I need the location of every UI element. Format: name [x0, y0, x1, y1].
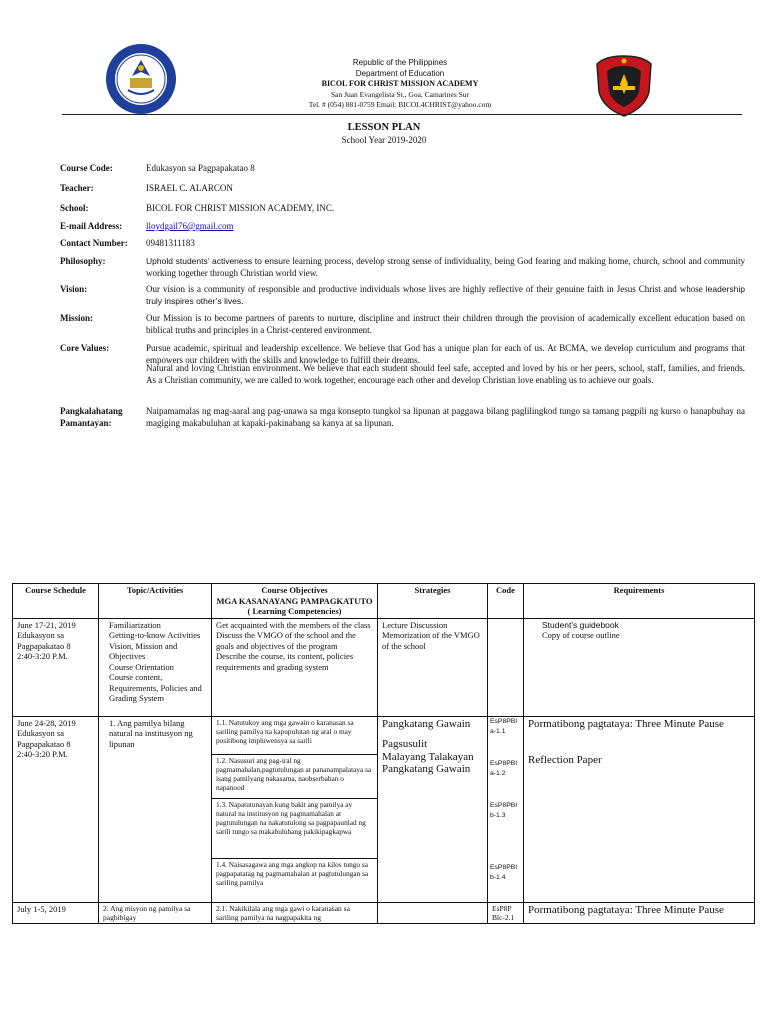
department-line: Department of Education [355, 68, 445, 78]
teacher-value: ISRAEL C. ALARCON [146, 183, 233, 193]
page-title: LESSON PLAN [347, 122, 421, 133]
school-row [60, 203, 745, 221]
table-row [13, 716, 755, 902]
core-values-row [60, 343, 745, 363]
code-cell: EsP8P Blc-2.1 [488, 902, 524, 923]
letterhead [0, 0, 768, 120]
core-values-row-2 [60, 363, 745, 406]
email-link[interactable]: lloydgail76@gmail.com [146, 221, 234, 231]
code-cell: EsP8PBI a-1.1 EsP8PBI a-1.2 EsP8PBI b-1.3 EsP8PBI b-1.4 [488, 716, 524, 902]
core-values-value-2: Natural and loving Christian environment. We believe that each student should feel safe, accepted and loved by his or her peers, school, staff, families, and friends. As a Christian community, we are called to work together, encourage each other and develop Christian love enabling us to achieve our goals. [146, 363, 745, 385]
header-schedule: Course Schedule [13, 584, 99, 619]
course-code-label: Course Code: [60, 163, 113, 173]
topic-cell: Familiarization Getting-to-know Activities Vision, Mission and Objectives Course Orientation Course content, Requirements, Policies and Grading System [99, 618, 212, 716]
philosophy-value [146, 256, 745, 284]
requirements-cell: Pormatibong pagtataya: Three Minute Pause [524, 902, 755, 923]
vision-text-b: leadership truly inspires other’s lives [146, 284, 745, 306]
email-label: E-mail Address: [60, 221, 123, 231]
header-objectives [212, 584, 378, 619]
strategies-cell [378, 902, 488, 923]
school-name-line: BICOL FOR CHRIST MISSION ACADEMY [321, 79, 479, 88]
philosophy-text-b: e learning process, develop strong sense of individuality, being God fearing and making home, church, school and community working together through Christian world view. [146, 256, 745, 278]
philosophy-row [60, 256, 745, 284]
vision-row [60, 284, 745, 313]
contact-row [60, 238, 745, 256]
table-header-row [13, 584, 755, 619]
course-info [60, 163, 745, 429]
topic-cell: 1. Ang pamilya bilang natural na institusyon ng lipunan [99, 716, 212, 902]
school-value: BICOL FOR CHRIST MISSION ACADEMY, INC. [146, 203, 335, 213]
vision-text-a: Our vision is a community of responsible and productive individuals whose lives are highly reflective of their genuine faith in Jesus Christ and whose [146, 284, 706, 294]
letterhead-text [200, 58, 600, 111]
email-row [60, 221, 745, 238]
contact-line: Tel. # (054) 881-0759 Email: BICOL4CHRIST@yahoo.com [308, 100, 492, 109]
vision-text-c: . [241, 295, 244, 306]
header-topic: Topic/Activities [99, 584, 212, 619]
requirements-cell: Student’s guidebook Copy of course outline [524, 618, 755, 716]
table-row [13, 902, 755, 923]
schedule-cell: June 17-21, 2019 Edukasyon sa Pagpapakatao 8 2:40-3:20 P.M. [13, 618, 99, 716]
vision-value [146, 284, 745, 313]
header-objectives-2: MGA KASANAYANG PAMPAGKATUTO ( Learning Competencies) [216, 595, 373, 616]
letterhead-divider [62, 114, 742, 115]
teacher-row [60, 183, 745, 203]
objectives-cell: 1.1. Natutukoy ang mga gawain o karanasan sa sariling pamilya na kapupulutan ng aral o may positibong impluwensya sa sarili 1.2. Nasusuri ang pag-iral ng pagmamahalan,pagtutulungan at pananampalataya sa isang pamilyang nakasama, naobserbahan o napanood 1.3. Napatutunayan kung bakit ang pamilya ay natural na institusyon ng pagmamahalan at pagtutulungan na nakatutulong sa pagpapaunlad ng sarili tungo sa makabuluhang pakikipagkapwa 1.4. Naisasagawa ang mga angkop na kilos tungo sa pagpapatatag ng pagmamahalan at pagtutulungan sa sariling pamilya [212, 716, 378, 902]
core-values-label: Core Values: [60, 343, 110, 353]
strategies-cell: Pangkatang Gawain Pagsusulit Malayang Talakayan Pangkatang Gawain [378, 716, 488, 902]
objectives-cell: Get acquainted with the members of the class Discuss the VMGO of the school and the goals and objectives of the program Describe the course, its content, policies requirements and grading system [212, 618, 378, 716]
table-row [13, 618, 755, 716]
teacher-label: Teacher: [60, 183, 94, 193]
header-strategies: Strategies [378, 584, 488, 619]
topic-cell: 2. Ang misyon ng pamilya sa pagbibigay [99, 902, 212, 923]
pangkalahatang-label: Pangkalahatang Pamantayan: [60, 406, 123, 428]
schedule-cell: July 1-5, 2019 [13, 902, 99, 923]
bcma-shield-logo-icon [595, 54, 653, 118]
mission-label: Mission: [60, 313, 94, 323]
strategies-cell: Lecture Discussion Memorization of the VMGO of the school [378, 618, 488, 716]
schedule-cell: June 24-28, 2019 Edukasyon sa Pagpapakatao 8 2:40-3:20 P.M. [13, 716, 99, 902]
lesson-table [12, 583, 755, 924]
philosophy-text-a: Uphold students’ activeness to ensur [146, 256, 286, 266]
deped-seal-logo-icon [104, 42, 178, 116]
school-year: School Year 2019-2020 [341, 135, 427, 145]
core-values-value: Pursue academic, spiritual and leadership excellence. We believe that God has a unique plan for each of us. At BCMA, we develop curriculum and programs that empowers our children with the skills and knowledge to fulfill their dreams. [146, 343, 745, 365]
course-code-row [60, 163, 745, 183]
pangkalahatang-row [60, 406, 745, 429]
mission-row [60, 313, 745, 343]
header-code: Code [488, 584, 524, 619]
requirements-cell: Pormatibong pagtataya: Three Minute Pause Reflection Paper [524, 716, 755, 902]
school-label: School: [60, 203, 89, 213]
course-code-value: Edukasyon sa Pagpapakatao 8 [146, 163, 255, 173]
pangkalahatang-value: Naipamamalas ng mag-aaral ang pag-unawa sa mga konsepto tungkol sa lipunan at paggawa bilang paglilingkod tungo sa tamang pagpili ng kurso o hanapbuhay na magiging makabuluhan at kapaki-pakinabang sa kanya at sa lipunan. [146, 406, 745, 428]
address-line: San Juan Evangelista St., Goa, Camarines Sur [330, 89, 470, 99]
header-requirements: Requirements [524, 584, 755, 619]
contact-value: 09481311183 [146, 238, 195, 248]
code-cell [488, 618, 524, 716]
republic-line: Republic of the Philippines [352, 58, 448, 67]
objectives-cell: 2.1. Nakikilala ang mga gawi o karanasan sa sariling pamilya na nagpapakita ng [212, 902, 378, 923]
mission-value: Our Mission is to become partners of parents to nurture, discipline and instruct their children through the provision of academically excellent education based on biblical truths and principles in a Christ-centered environment. [146, 313, 745, 335]
header-objectives-1: Course Objectives [261, 585, 328, 595]
contact-label: Contact Number: [60, 238, 128, 248]
vision-label: Vision: [60, 284, 88, 294]
philosophy-label: Philosophy: [60, 256, 106, 266]
